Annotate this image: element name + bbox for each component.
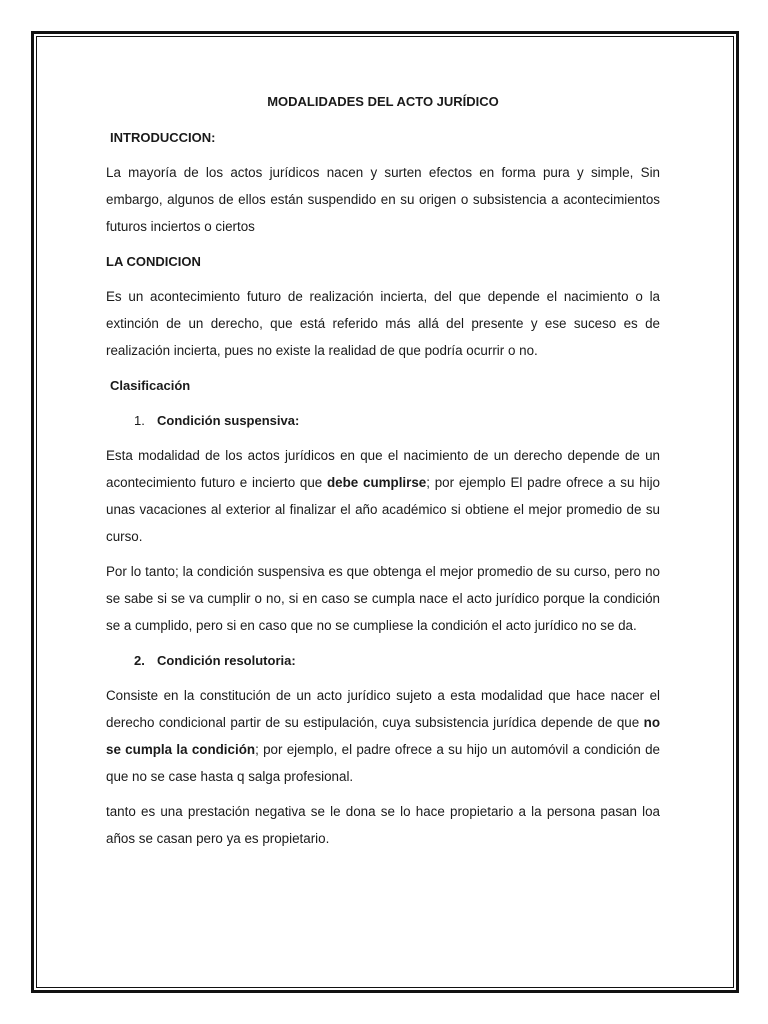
list-item-label: Condición suspensiva: xyxy=(157,413,300,428)
resolutoria-paragraph-1 xyxy=(106,682,660,790)
list-item-condicion-resolutoria xyxy=(106,647,660,674)
list-item-number: 2. xyxy=(134,653,145,668)
text-segment: Consiste en la constitución de un acto jurídico sujeto a esta modalidad que hace nacer el derecho condicional partir de su estipulación, cuya subsistencia jurídica depende de que xyxy=(106,688,660,730)
condicion-heading: LA CONDICION xyxy=(106,254,201,269)
list-item-condicion-suspensiva xyxy=(106,407,660,434)
text-segment: ; por ejemplo, el padre ofrece a su hijo un automóvil a condición de que no se case hasta q salga profesional. xyxy=(106,742,660,784)
document-body xyxy=(106,88,660,860)
clasificacion-heading: Clasificación xyxy=(110,378,191,393)
text-segment: ; por ejemplo El padre ofrece a su hijo unas vacaciones al exterior al finalizar el año académico si obtiene el mejor promedio de su curso. xyxy=(106,475,660,544)
intro-paragraph: La mayoría de los actos jurídicos nacen y surten efectos en forma pura y simple, Sin embargo, algunos de ellos están suspendido en su origen o subsistencia a acontecimientos futuros inciertos o ciertos xyxy=(106,165,660,234)
list-item-label: Condición resolutoria: xyxy=(157,653,296,668)
resolutoria-paragraph-2: tanto es una prestación negativa se le dona se lo hace propietario a la persona pasan loa años se casan pero ya es propietario. xyxy=(106,804,660,846)
suspensiva-paragraph-2: Por lo tanto; la condición suspensiva es que obtenga el mejor promedio de su curso, pero no se sabe si se va cumplir o no, si en caso se cumpla nace el acto jurídico porque la condición se a cumplido, pero si en caso que no se cumpliese la condición el acto jurídico no se da. xyxy=(106,564,660,633)
intro-heading: INTRODUCCION: xyxy=(110,130,216,145)
bold-text-segment: debe cumplirse xyxy=(327,475,427,490)
condicion-paragraph: Es un acontecimiento futuro de realización incierta, del que depende el nacimiento o la extinción de un derecho, que está referido más allá del presente y ese suceso es de realización incierta, pues no existe la realidad de que podría ocurrir o no. xyxy=(106,289,660,358)
bold-text-segment: no se cumpla la condición xyxy=(106,715,660,757)
document-title: MODALIDADES DEL ACTO JURÍDICO xyxy=(267,94,499,109)
suspensiva-paragraph-1 xyxy=(106,442,660,550)
list-item-number: 1. xyxy=(134,413,145,428)
text-segment: Esta modalidad de los actos jurídicos en que el nacimiento de un derecho depende de un acontecimiento futuro e incierto que xyxy=(106,448,660,490)
